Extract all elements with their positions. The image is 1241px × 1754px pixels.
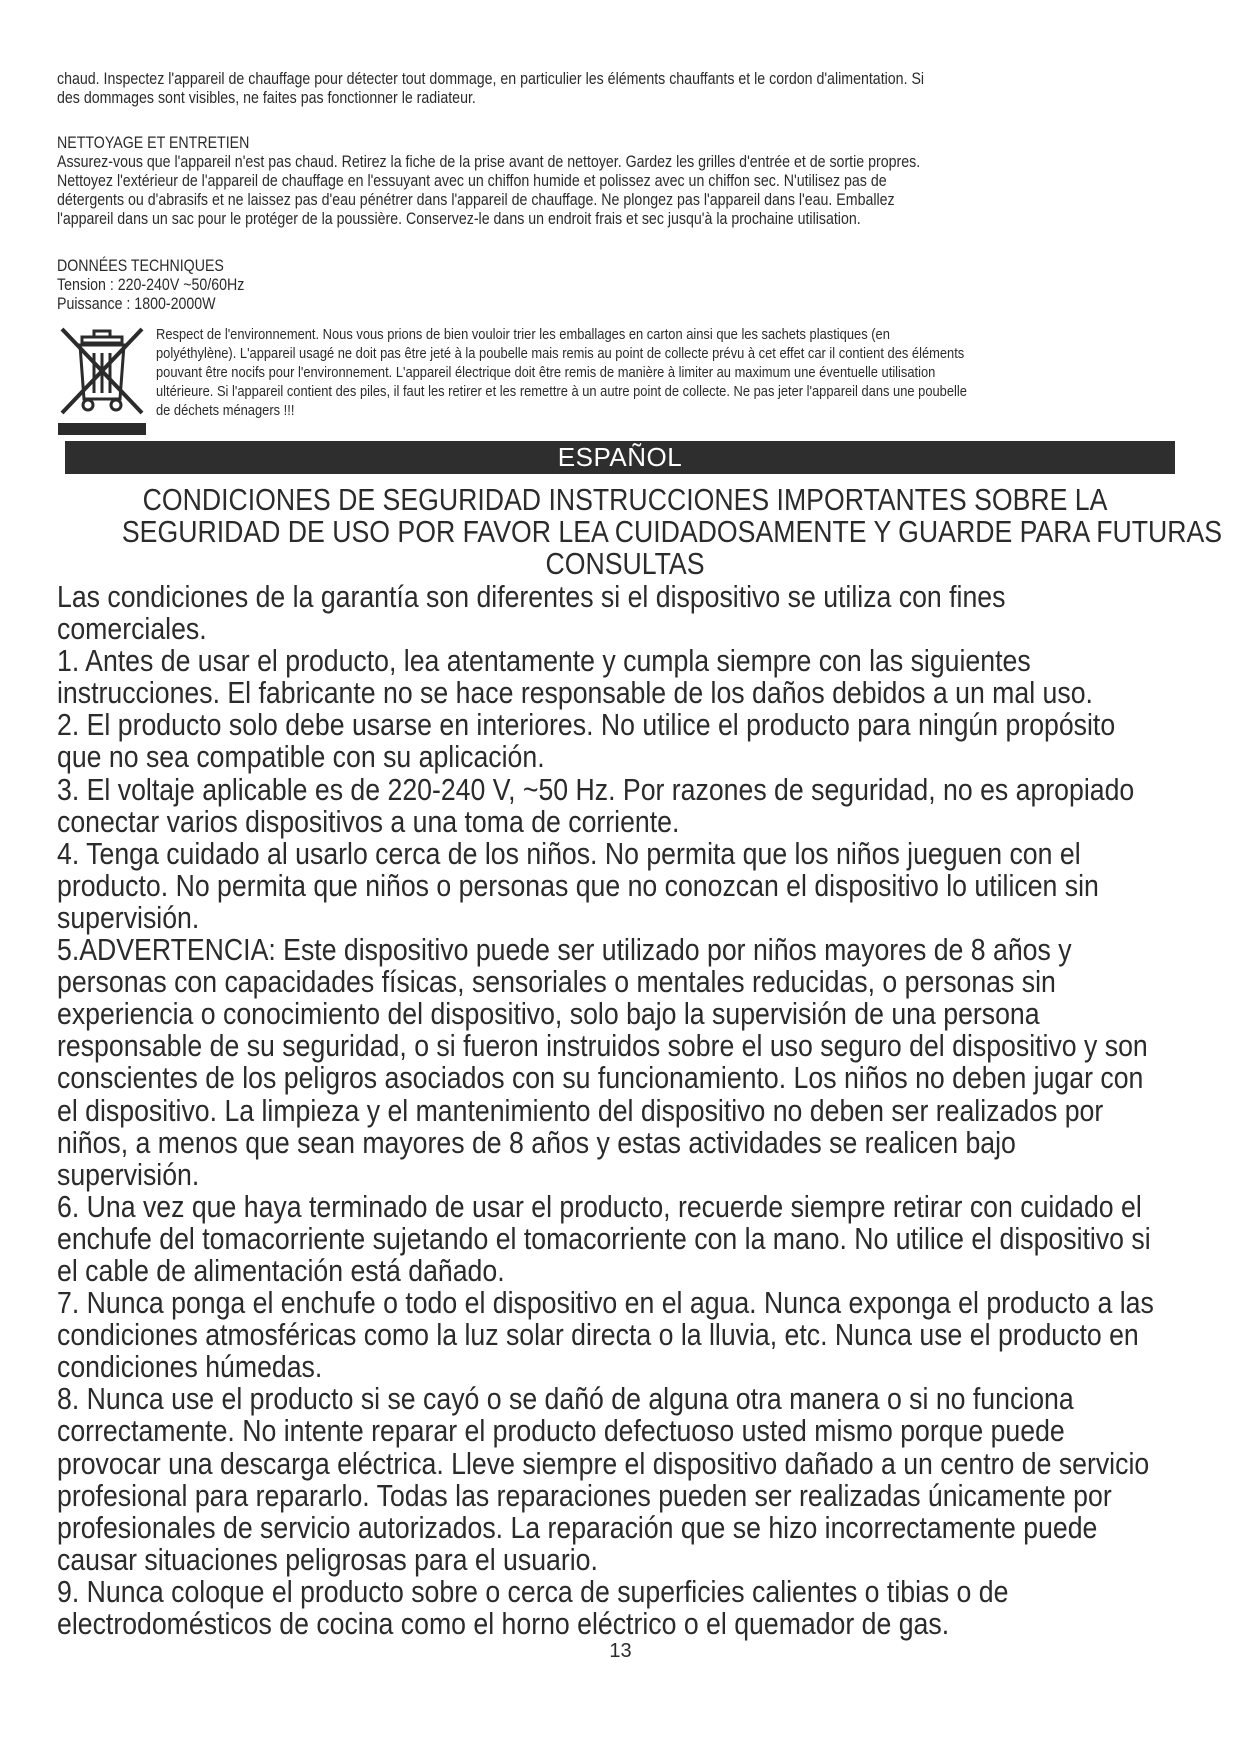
instruction-line: supervisión. bbox=[57, 1156, 200, 1192]
tech-power: Puissance : 1800-2000W bbox=[57, 295, 216, 313]
text-line: l'appareil dans un sac pour le protéger de la poussière. Conservez-le dans un endroit frais et sec jusqu'à la prochaine utilisation. bbox=[57, 210, 861, 228]
instruction-line: 1. Antes de usar el producto, lea atentamente y cumpla siempre con las siguientes bbox=[57, 643, 1031, 679]
section-title-cleaning: NETTOYAGE ET ENTRETIEN bbox=[57, 134, 250, 152]
crossed-out-wheelie-bin-icon bbox=[56, 323, 148, 437]
text-line: pouvant être nocifs pour l'environnement. L'appareil électrique doit être remis de manière à limiter au maximum une éventuelle utilisation bbox=[156, 364, 936, 381]
heading-line: CONDICIONES DE SEGURIDAD INSTRUCCIONES IMPORTANTES SOBRE LA bbox=[142, 482, 1108, 517]
french-intro bbox=[57, 70, 1115, 108]
text-line: détergents ou d'abrasifs et ne laissez pas d'eau pénétrer dans l'appareil de chauffage. Ne plongez pas l'appareil dans l'eau. Emballez bbox=[57, 191, 895, 209]
instruction-line: comerciales. bbox=[57, 611, 207, 647]
environment-notice bbox=[56, 323, 1186, 441]
section-title-tech: DONNÉES TECHNIQUES bbox=[57, 257, 224, 275]
instruction-line: niños, a menos que sean mayores de 8 años y estas actividades se realicen bajo bbox=[57, 1124, 1016, 1160]
safety-heading bbox=[40, 482, 1223, 581]
heading-line: CONSULTAS bbox=[545, 546, 705, 581]
instruction-line: conectar varios dispositivos a una toma de corriente. bbox=[57, 803, 680, 839]
section-bar-espanol: ESPAÑOL bbox=[65, 441, 1175, 474]
instruction-line: 4. Tenga cuidado al usarlo cerca de los niños. No permita que los niños jueguen con el bbox=[57, 835, 1081, 871]
instruction-line: responsable de su seguridad, o si fueron instruidos sobre el uso seguro del dispositivo y son bbox=[57, 1028, 1148, 1064]
text-line: Nettoyez l'extérieur de l'appareil de chauffage en l'essuyant avec un chiffon humide et polissez avec un chiffon sec. N'utilisez pas de bbox=[57, 172, 887, 190]
instruction-line: 2. El producto solo debe usarse en interiores. No utilice el producto para ningún propósito bbox=[57, 707, 1116, 743]
instruction-line: provocar una descarga eléctrica. Lleve siempre el dispositivo dañado a un centro de servicio bbox=[57, 1445, 1150, 1481]
instruction-line: 7. Nunca ponga el enchufe o todo el dispositivo en el agua. Nunca exponga el producto a las bbox=[57, 1285, 1154, 1321]
instruction-line: 5.ADVERTENCIA: Este dispositivo puede ser utilizado por niños mayores de 8 años y bbox=[57, 932, 1072, 968]
instruction-line: instrucciones. El fabricante no se hace responsable de los daños debidos a un mal uso. bbox=[57, 675, 1093, 711]
heading-line: SEGURIDAD DE USO POR FAVOR LEA CUIDADOSAMENTE Y GUARDE PARA FUTURAS bbox=[121, 514, 1223, 549]
tech-data-section bbox=[57, 257, 1115, 314]
instruction-line: el cable de alimentación está dañado. bbox=[57, 1252, 505, 1288]
text-line: chaud. Inspectez l'appareil de chauffage pour détecter tout dommage, en particulier les éléments chauffants et le cordon d'alimentation. Si bbox=[57, 70, 925, 88]
page-number: 13 bbox=[609, 1640, 632, 1662]
instruction-line: 8. Nunca use el producto si se cayó o se dañó de alguna otra manera o si no funciona bbox=[57, 1381, 1074, 1417]
text-line: ultérieure. Si l'appareil contient des piles, il faut les retirer et les remettre à un autre point de collecte. Ne pas jeter l'appareil dans une poubelle bbox=[156, 383, 967, 400]
environment-text bbox=[156, 325, 1205, 420]
instruction-line: 3. El voltaje aplicable es de 220-240 V, ~50 Hz. Por razones de seguridad, no es apropiado bbox=[57, 771, 1135, 807]
instruction-line: causar situaciones peligrosas para el usuario. bbox=[57, 1541, 598, 1577]
text-line: de déchets ménagers !!! bbox=[156, 402, 295, 419]
instruction-line: correctamente. No intente reparar el producto defectuoso usted mismo porque puede bbox=[57, 1413, 1065, 1449]
instruction-line: conscientes de los peligros asociados con su funcionamiento. Los niños no deben jugar con bbox=[57, 1060, 1144, 1096]
instruction-line: condiciones húmedas. bbox=[57, 1349, 323, 1385]
instruction-line: el dispositivo. La limpieza y el mantenimiento del dispositivo no deben ser realizados por bbox=[57, 1092, 1104, 1128]
instruction-line: profesionales de servicio autorizados. La reparación que se hizo incorrectamente puede bbox=[57, 1509, 1098, 1545]
instruction-line: condiciones atmosféricas como la luz solar directa o la lluvia, etc. Nunca use el producto en bbox=[57, 1317, 1139, 1353]
text-line: Respect de l'environnement. Nous vous prions de bien vouloir trier les emballages en carton ainsi que les sachets plastiques (en bbox=[156, 326, 890, 343]
instruction-line: 6. Una vez que haya terminado de usar el producto, recuerde siempre retirar con cuidado el bbox=[57, 1188, 1142, 1224]
instruction-line: experiencia o conocimiento del dispositivo, solo bajo la supervisión de una persona bbox=[57, 996, 1040, 1032]
instruction-line: personas con capacidades físicas, sensoriales o mentales reducidas, o personas sin bbox=[57, 964, 1056, 1000]
instruction-line: Las condiciones de la garantía son diferentes si el dispositivo se utiliza con fines bbox=[57, 579, 1006, 614]
text-line: des dommages sont visibles, ne faites pas fonctionner le radiateur. bbox=[57, 89, 476, 107]
cleaning-section bbox=[57, 134, 1115, 229]
instruction-line: profesional para repararlo. Todas las reparaciones pueden ser realizadas únicamente por bbox=[57, 1477, 1112, 1513]
safety-instructions-body bbox=[57, 581, 1175, 1640]
instruction-line: producto. No permita que niños o personas que no conozcan el dispositivo lo utilicen sin bbox=[57, 867, 1099, 903]
instruction-line: 9. Nunca coloque el producto sobre o cerca de superficies calientes o tibias o de bbox=[57, 1573, 1009, 1609]
instruction-line: supervisión. bbox=[57, 899, 200, 935]
text-line: Assurez-vous que l'appareil n'est pas chaud. Retirez la fiche de la prise avant de nettoyer. Gardez les grilles d'entrée et de sortie propres. bbox=[57, 153, 921, 171]
instruction-line: enchufe del tomacorriente sujetando el tomacorriente con la mano. No utilice el dispositivo si bbox=[57, 1220, 1151, 1256]
tech-voltage: Tension : 220-240V ~50/60Hz bbox=[57, 276, 245, 294]
instruction-line: que no sea compatible con su aplicación. bbox=[57, 739, 545, 775]
instruction-line: electrodomésticos de cocina como el horno eléctrico o el quemador de gas. bbox=[57, 1606, 950, 1641]
text-line: polyéthylène). L'appareil usagé ne doit pas être jeté à la poubelle mais remis au point de collecte prévu à cet effet car il contient des éléments bbox=[156, 345, 965, 362]
